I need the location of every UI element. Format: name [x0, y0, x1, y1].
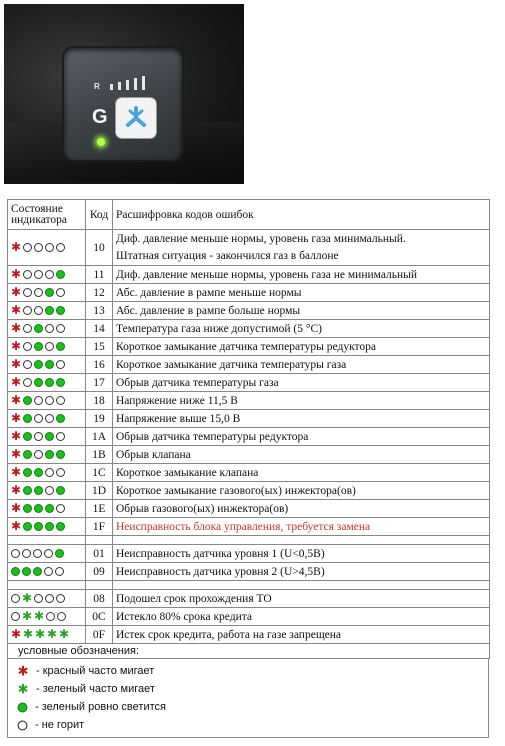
error-code: 17 — [86, 374, 113, 392]
indicator-cell — [8, 320, 86, 338]
green-on-indicator — [34, 486, 43, 495]
indicator-state — [11, 429, 82, 443]
off-indicator — [55, 567, 64, 576]
error-code: 1D — [86, 482, 113, 500]
indicator-cell — [8, 230, 86, 266]
description-text: Диф. давление меньше нормы, уровень газа не минимальный — [116, 268, 418, 281]
header-code: Код — [86, 200, 113, 230]
gas-switch-device — [64, 48, 182, 160]
level-bars — [110, 76, 145, 90]
indicator-state — [11, 411, 82, 425]
error-code: 12 — [86, 284, 113, 302]
green-on-indicator — [56, 522, 65, 531]
indicator-state — [11, 375, 82, 389]
error-code: 10 — [86, 230, 113, 266]
indicator-cell — [8, 356, 86, 374]
table-row — [8, 284, 490, 302]
red-blink-indicator: ✱ — [11, 303, 22, 317]
error-code: 1F — [86, 518, 113, 536]
green-on-indicator — [55, 549, 64, 558]
off-indicator — [45, 342, 54, 351]
green-blink-indicator: ✱ — [59, 627, 70, 641]
green-on-indicator — [23, 396, 32, 405]
error-description — [113, 392, 490, 410]
indicator-state — [11, 357, 82, 371]
error-description — [113, 302, 490, 320]
green-blink-indicator: ✱ — [34, 609, 45, 623]
description-text: Обрыв датчика температуры газа — [116, 376, 279, 389]
table-row — [8, 590, 490, 608]
indicator-cell — [8, 302, 86, 320]
error-code: 19 — [86, 410, 113, 428]
off-indicator — [23, 306, 32, 315]
switch-button — [116, 98, 156, 138]
description-text: Неисправность блока управления, требуется замена — [116, 520, 371, 533]
error-code: 11 — [86, 266, 113, 284]
off-indicator — [56, 594, 65, 603]
error-description — [113, 608, 490, 626]
error-code: 14 — [86, 320, 113, 338]
off-indicator — [34, 594, 43, 603]
header-state: Состояние индикатора — [8, 200, 86, 230]
table-row — [8, 464, 490, 482]
description-text: Короткое замыкание клапана — [116, 466, 259, 479]
description-text: Истек срок кредита, работа на газе запрещена — [116, 628, 342, 641]
table-row — [8, 500, 490, 518]
indicator-state — [11, 393, 82, 407]
off-indicator — [23, 360, 32, 369]
legend-title: условные обозначения: — [8, 644, 490, 659]
indicator-state — [11, 627, 82, 641]
off-indicator — [56, 288, 65, 297]
green-on-indicator — [34, 360, 43, 369]
legend-text: - не горит — [35, 719, 85, 731]
description-text: Подошел срок прохождения ТО — [116, 592, 272, 605]
legend — [7, 658, 489, 738]
description-text: Короткое замыкание датчика температуры редуктора — [116, 340, 376, 353]
indicator-state — [11, 609, 82, 623]
off-indicator — [34, 432, 43, 441]
green-on-indicator — [23, 414, 32, 423]
error-description — [113, 482, 490, 500]
error-description — [113, 374, 490, 392]
error-description — [113, 626, 490, 644]
indicator-state — [11, 240, 82, 254]
table-row — [8, 446, 490, 464]
description-text: Обрыв клапана — [116, 448, 191, 461]
indicator-state — [11, 549, 82, 558]
green-on-indicator — [23, 432, 32, 441]
green-blink-indicator: ✱ — [23, 627, 34, 641]
error-code: 09 — [86, 563, 113, 581]
legend-item — [18, 698, 488, 716]
red-blink-indicator: ✱ — [11, 240, 22, 254]
green-on-indicator — [18, 702, 28, 712]
off-indicator — [56, 243, 65, 252]
off-indicator — [33, 549, 42, 558]
indicator-cell — [8, 500, 86, 518]
error-description — [113, 590, 490, 608]
error-description — [113, 545, 490, 563]
table-row — [8, 266, 490, 284]
green-on-indicator — [56, 486, 65, 495]
header-title: Расшифровка кодов ошибок — [113, 200, 490, 230]
error-description — [113, 284, 490, 302]
off-indicator — [44, 549, 53, 558]
legend-text: - зеленый ровно светится — [35, 701, 166, 713]
indicator-cell — [8, 608, 86, 626]
off-indicator — [56, 504, 65, 513]
off-indicator — [23, 243, 32, 252]
green-on-indicator — [45, 522, 54, 531]
off-indicator — [34, 288, 43, 297]
error-description — [113, 356, 490, 374]
red-blink-indicator: ✱ — [11, 519, 22, 533]
off-indicator — [56, 324, 65, 333]
description-text: Диф. давление меньше нормы, уровень газа минимальный. — [116, 232, 406, 245]
green-on-indicator — [45, 432, 54, 441]
red-blink-indicator: ✱ — [11, 501, 22, 515]
legend-text: - зеленый часто мигает — [36, 683, 155, 695]
red-blink-indicator: ✱ — [11, 339, 22, 353]
indicator-cell — [8, 464, 86, 482]
indicator-cell — [8, 446, 86, 464]
indicator-cell — [8, 590, 86, 608]
error-description — [113, 500, 490, 518]
indicator-cell — [8, 428, 86, 446]
red-blink-indicator: ✱ — [11, 447, 22, 461]
green-blink-indicator: ✱ — [47, 627, 58, 641]
error-code: 15 — [86, 338, 113, 356]
indicator-cell — [8, 374, 86, 392]
off-indicator — [45, 468, 54, 477]
indicator-state — [11, 321, 82, 335]
off-indicator — [34, 306, 43, 315]
indicator-state — [11, 285, 82, 299]
error-description — [113, 464, 490, 482]
off-indicator — [45, 270, 54, 279]
green-on-indicator — [56, 414, 65, 423]
indicator-cell — [8, 518, 86, 536]
description-text: Неисправность датчика уровня 1 (U<0,5В) — [116, 547, 325, 560]
green-on-indicator — [34, 342, 43, 351]
indicator-state — [11, 465, 82, 479]
error-code: 1E — [86, 500, 113, 518]
indicator-cell — [8, 338, 86, 356]
error-code: 16 — [86, 356, 113, 374]
off-indicator — [57, 612, 66, 621]
description-text-line2: Штатная ситуация - закончился газ в баллоне — [116, 249, 339, 262]
indicator-cell — [8, 392, 86, 410]
indicator-cell — [8, 284, 86, 302]
legend-title-row — [8, 644, 490, 659]
red-blink-indicator: ✱ — [11, 393, 22, 407]
error-description — [113, 563, 490, 581]
off-indicator — [18, 720, 28, 730]
off-indicator — [11, 549, 20, 558]
off-indicator — [45, 486, 54, 495]
table-row — [8, 518, 490, 536]
green-on-indicator — [45, 306, 54, 315]
legend-item — [18, 680, 488, 698]
section-gap — [8, 536, 490, 545]
device-photo — [4, 4, 244, 184]
error-description — [113, 446, 490, 464]
indicator-state — [11, 339, 82, 353]
error-description — [113, 410, 490, 428]
off-indicator — [34, 450, 43, 459]
indicator-state — [11, 501, 82, 515]
green-on-indicator — [23, 486, 32, 495]
description-text: Неисправность датчика уровня 2 (U>4,5В) — [116, 565, 325, 578]
table-row — [8, 428, 490, 446]
off-indicator — [56, 468, 65, 477]
off-indicator — [23, 342, 32, 351]
off-indicator — [23, 324, 32, 333]
off-indicator — [23, 378, 32, 387]
table-row — [8, 338, 490, 356]
table-row — [8, 563, 490, 581]
indicator-cell — [8, 563, 86, 581]
error-description — [113, 428, 490, 446]
off-indicator — [23, 270, 32, 279]
off-indicator — [44, 567, 53, 576]
status-led — [97, 138, 105, 146]
error-codes-table — [7, 199, 490, 659]
error-description — [113, 518, 490, 536]
red-blink-indicator: ✱ — [11, 321, 22, 335]
off-indicator — [56, 360, 65, 369]
off-indicator — [34, 396, 43, 405]
table-row — [8, 356, 490, 374]
description-text: Короткое замыкание датчика температуры газа — [116, 358, 347, 371]
green-on-indicator — [34, 468, 43, 477]
error-code: 18 — [86, 392, 113, 410]
green-on-indicator — [22, 567, 31, 576]
green-on-indicator — [45, 450, 54, 459]
green-on-indicator — [45, 378, 54, 387]
error-code: 0F — [86, 626, 113, 644]
red-blink-indicator: ✱ — [11, 465, 22, 479]
error-description — [113, 320, 490, 338]
off-indicator — [45, 396, 54, 405]
red-blink-indicator: ✱ — [11, 429, 22, 443]
green-on-indicator — [23, 522, 32, 531]
table-row — [8, 230, 490, 266]
table-row — [8, 320, 490, 338]
legend-text: - красный часто мигает — [36, 665, 155, 677]
table-row — [8, 482, 490, 500]
green-on-indicator — [56, 342, 65, 351]
table-row — [8, 545, 490, 563]
indicator-state — [11, 267, 82, 281]
error-code: 1A — [86, 428, 113, 446]
off-indicator — [11, 594, 20, 603]
green-on-indicator — [23, 450, 32, 459]
indicator-state — [11, 483, 82, 497]
description-text: Напряжение ниже 11,5 В — [116, 394, 238, 407]
off-indicator — [46, 612, 55, 621]
red-blink-indicator: ✱ — [17, 662, 29, 679]
green-on-indicator — [33, 567, 42, 576]
indicator-state — [11, 591, 82, 605]
off-indicator — [34, 243, 43, 252]
fuel-icon — [124, 105, 148, 131]
off-indicator — [45, 324, 54, 333]
indicator-state — [11, 447, 82, 461]
off-indicator — [56, 432, 65, 441]
off-indicator — [34, 414, 43, 423]
indicator-cell — [8, 266, 86, 284]
description-text: Обрыв датчика температуры редуктора — [116, 430, 309, 443]
green-on-indicator — [34, 522, 43, 531]
green-on-indicator — [56, 306, 65, 315]
red-blink-indicator: ✱ — [11, 267, 22, 281]
off-indicator — [56, 396, 65, 405]
reserve-label: R — [94, 82, 100, 91]
description-text: Температура газа ниже допустимой (5 °С) — [116, 322, 322, 335]
table-row — [8, 392, 490, 410]
description-text: Обрыв газового(ых) инжектора(ов) — [116, 502, 289, 515]
indicator-cell — [8, 545, 86, 563]
description-text: Короткое замыкание газового(ых) инжектора(ов) — [116, 484, 356, 497]
green-on-indicator — [56, 270, 65, 279]
off-indicator — [11, 612, 20, 621]
green-on-indicator — [34, 504, 43, 513]
indicator-cell — [8, 410, 86, 428]
indicator-cell — [8, 626, 86, 644]
error-code: 0C — [86, 608, 113, 626]
off-indicator — [23, 288, 32, 297]
error-code: 1C — [86, 464, 113, 482]
error-description — [113, 266, 490, 284]
green-on-indicator — [11, 567, 20, 576]
red-blink-indicator: ✱ — [11, 375, 22, 389]
green-blink-indicator: ✱ — [17, 680, 29, 697]
red-blink-indicator: ✱ — [11, 627, 22, 641]
red-blink-indicator: ✱ — [11, 357, 22, 371]
description-text: Абс. давление в рампе больше нормы — [116, 304, 301, 317]
table-row — [8, 410, 490, 428]
green-on-indicator — [23, 468, 32, 477]
error-code: 1B — [86, 446, 113, 464]
off-indicator — [45, 414, 54, 423]
green-on-indicator — [45, 288, 54, 297]
green-on-indicator — [34, 378, 43, 387]
red-blink-indicator: ✱ — [11, 411, 22, 425]
section-gap — [8, 581, 490, 590]
gas-label: G — [92, 106, 108, 128]
description-text: Абс. давление в рампе меньше нормы — [116, 286, 302, 299]
red-blink-indicator: ✱ — [11, 285, 22, 299]
indicator-state — [11, 303, 82, 317]
indicator-state — [11, 567, 82, 576]
legend-item — [18, 662, 488, 680]
legend-item — [18, 716, 488, 734]
table-row — [8, 302, 490, 320]
green-on-indicator — [23, 504, 32, 513]
description-text: Напряжение выше 15,0 В — [116, 412, 241, 425]
table-header — [8, 200, 490, 230]
error-description — [113, 338, 490, 356]
green-blink-indicator: ✱ — [22, 591, 33, 605]
green-on-indicator — [45, 504, 54, 513]
table-row — [8, 626, 490, 644]
green-on-indicator — [45, 360, 54, 369]
description-text: Истекло 80% срока кредита — [116, 610, 253, 623]
error-code: 01 — [86, 545, 113, 563]
green-blink-indicator: ✱ — [22, 609, 33, 623]
table-row — [8, 608, 490, 626]
red-blink-indicator: ✱ — [11, 483, 22, 497]
table-row — [8, 374, 490, 392]
green-on-indicator — [34, 324, 43, 333]
error-description — [113, 230, 490, 266]
green-blink-indicator: ✱ — [35, 627, 46, 641]
error-code: 13 — [86, 302, 113, 320]
off-indicator — [45, 243, 54, 252]
off-indicator — [22, 549, 31, 558]
off-indicator — [34, 270, 43, 279]
green-on-indicator — [56, 378, 65, 387]
indicator-cell — [8, 482, 86, 500]
error-code: 08 — [86, 590, 113, 608]
off-indicator — [45, 594, 54, 603]
indicator-state — [11, 519, 82, 533]
green-on-indicator — [56, 450, 65, 459]
